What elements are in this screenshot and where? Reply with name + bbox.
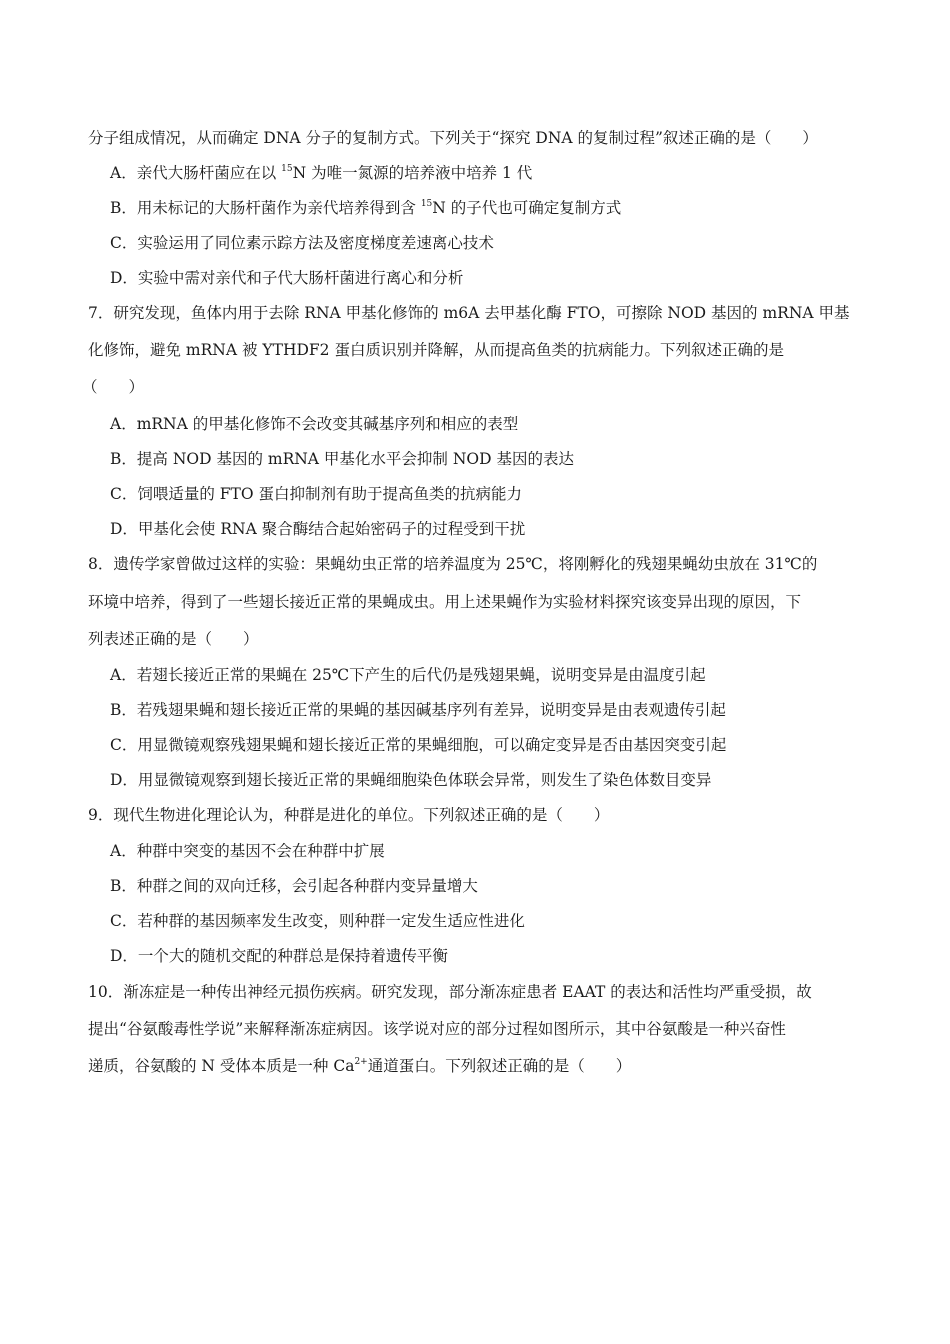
q8-stem-line-2: 环境中培养，得到了一些翅长接近正常的果蝇成虫。用上述果蝇作为实验材料探究该变异出现的原因，下 (88, 593, 802, 611)
q7-answer-blank: （ ） (82, 378, 145, 396)
q9-option-b: B．种群之间的双向迁移，会引起各种群内变异量增大 (110, 877, 478, 895)
q7-stem-line-1: 7．研究发现，鱼体内用于去除 RNA 甲基化修饰的 m6A 去甲基化酶 FTO，可擦除 NOD 基因的 mRNA 甲基 (88, 304, 850, 322)
q9-stem: 9．现代生物进化理论认为，种群是进化的单位。下列叙述正确的是（ ） (88, 806, 610, 824)
superscript: 15 (420, 198, 433, 209)
q8-stem-line-3: 列表述正确的是（ ） (88, 630, 259, 648)
superscript: 2+ (354, 1056, 368, 1067)
superscript: 15 (281, 163, 293, 174)
q10-stem-line-1: 10．渐冻症是一种传出神经元损伤疾病。研究发现，部分渐冻症患者 EAAT 的表达和活性均严重受损，故 (88, 983, 812, 1001)
q8-option-b: B．若残翅果蝇和翅长接近正常的果蝇的基因碱基序列有差异，说明变异是由表观遗传引起 (110, 701, 726, 719)
q7-option-d: D．甲基化会使 RNA 聚合酶结合起始密码子的过程受到干扰 (110, 520, 526, 538)
q6-option-c: C．实验运用了同位素示踪方法及密度梯度差速离心技术 (110, 234, 494, 252)
q8-option-c: C．用显微镜观察残翅果蝇和翅长接近正常的果蝇细胞，可以确定变异是否由基因突变引起 (110, 736, 727, 754)
q9-option-d: D．一个大的随机交配的种群总是保持着遗传平衡 (110, 947, 448, 965)
q8-stem-line-1: 8．遗传学家曾做过这样的实验：果蝇幼虫正常的培养温度为 25℃，将刚孵化的残翅果蝇幼虫放在 31℃的 (88, 555, 818, 573)
q7-stem-line-2: 化修饰，避免 mRNA 被 YTHDF2 蛋白质识别并降解，从而提高鱼类的抗病能力。下列叙述正确的是 (88, 341, 784, 359)
q6-option-d: D．实验中需对亲代和子代大肠杆菌进行离心和分析 (110, 269, 464, 287)
q10-stem-line-3: 递质，谷氨酸的 N 受体本质是一种 $Ca^{2+}$通道蛋白。下列叙述正确的是（ ） (88, 1056, 632, 1075)
q9-option-a: A．种群中突变的基因不会在种群中扩展 (110, 842, 385, 860)
q6-stem-continued: 分子组成情况，从而确定 DNA 分子的复制方式。下列关于“探究 DNA 的复制过程”叙述正确的是（ ） (88, 129, 818, 147)
q8-option-d: D．用显微镜观察到翅长接近正常的果蝇细胞染色体联会异常，则发生了染色体数目变异 (110, 771, 712, 789)
q7-option-b: B．提高 NOD 基因的 mRNA 甲基化水平会抑制 NOD 基因的表达 (110, 450, 574, 468)
q8-option-a: A．若翅长接近正常的果蝇在 25℃下产生的后代仍是残翅果蝇，说明变异是由温度引起 (110, 666, 706, 684)
q7-option-c: C．饲喂适量的 FTO 蛋白抑制剂有助于提高鱼类的抗病能力 (110, 485, 523, 503)
q10-stem-line-2: 提出“谷氨酸毒性学说”来解释渐冻症病因。该学说对应的部分过程如图所示，其中谷氨酸是一种兴奋性 (88, 1020, 786, 1038)
q7-option-a: A．mRNA 的甲基化修饰不会改变其碱基序列和相应的表型 (110, 415, 519, 433)
q9-option-c: C．若种群的基因频率发生改变，则种群一定发生适应性进化 (110, 912, 525, 930)
q6-option-a: A．亲代大肠杆菌应在以 $^{15}$N 为唯一氮源的培养液中培养 1 代 (110, 163, 533, 182)
q6-option-b: B．用未标记的大肠杆菌作为亲代培养得到含 $^{15}$N 的子代也可确定复制方式 (110, 198, 622, 217)
